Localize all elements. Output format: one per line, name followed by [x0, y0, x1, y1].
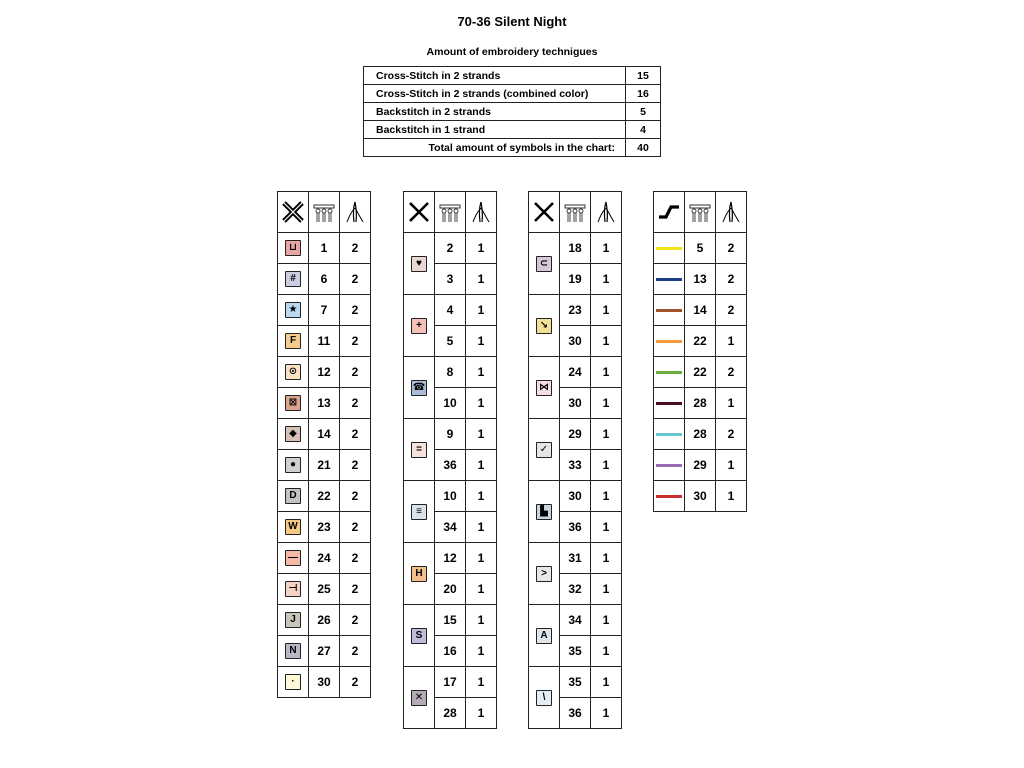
backstitch-line-cell: [654, 450, 685, 481]
strands-header: [340, 192, 371, 233]
floss-color-number: 5: [685, 233, 716, 264]
strand-count: 2: [340, 481, 371, 512]
strand-count: 1: [591, 698, 622, 729]
floss-color-number: 22: [309, 481, 340, 512]
floss-color-number: 23: [560, 295, 591, 326]
table-row: [404, 543, 497, 574]
strand-count: 1: [591, 326, 622, 357]
table-row: [654, 450, 747, 481]
table-row: [278, 264, 371, 295]
floss-color-number: 30: [560, 388, 591, 419]
floss-color-number: 11: [309, 326, 340, 357]
header-row: [529, 192, 622, 233]
symbol-cell: [404, 357, 435, 419]
symbol-cell: [529, 357, 560, 419]
table-row: [654, 326, 747, 357]
summary-label: Backstitch in 1 strand: [364, 121, 626, 139]
stitch-symbol-icon: ✕: [411, 690, 427, 706]
floss-color-number: 22: [685, 326, 716, 357]
table-row: [529, 419, 622, 450]
stitch-symbol-icon: ☎: [411, 380, 427, 396]
summary-total-value: 40: [626, 139, 661, 157]
symbol-cell: [529, 605, 560, 667]
table-row: [654, 388, 747, 419]
strand-count: 1: [591, 450, 622, 481]
summary-value: 4: [626, 121, 661, 139]
stitch-symbol-icon: N: [285, 643, 301, 659]
table-row: [404, 357, 497, 388]
backstitch-line-swatch: [656, 278, 682, 281]
stitch-symbol-icon: ⊠: [285, 395, 301, 411]
strand-count: 2: [340, 295, 371, 326]
symbol-cell: [404, 605, 435, 667]
table-row: [654, 264, 747, 295]
strand-count: 1: [591, 419, 622, 450]
symbol-cell: [529, 667, 560, 729]
floss-skein-icon: [312, 200, 336, 224]
summary-label: Cross-Stitch in 2 strands (combined color): [364, 85, 626, 103]
floss-color-number: 13: [685, 264, 716, 295]
table-row: [278, 388, 371, 419]
strands-header: [716, 192, 747, 233]
summary-row: [364, 103, 661, 121]
needle-icon: [594, 200, 618, 224]
symbol-cell: [404, 233, 435, 295]
floss-color-number: 24: [309, 543, 340, 574]
stitch-symbol-icon: H: [411, 566, 427, 582]
strand-count: 2: [340, 388, 371, 419]
floss-color-number: 35: [560, 636, 591, 667]
strands-header: [591, 192, 622, 233]
floss-color-number: 30: [560, 481, 591, 512]
strand-count: 1: [591, 512, 622, 543]
symbol-cell: [404, 667, 435, 729]
symbol-cell: [278, 543, 309, 574]
strand-count: 2: [340, 450, 371, 481]
floss-color-number: 24: [560, 357, 591, 388]
symbol-cell: [529, 543, 560, 605]
backstitch-line-swatch: [656, 371, 682, 374]
strand-count: 2: [340, 326, 371, 357]
cross-stitch-key-table: [277, 191, 371, 698]
table-row: [654, 233, 747, 264]
floss-color-number: 19: [560, 264, 591, 295]
strand-count: 2: [340, 574, 371, 605]
floss-color-number: 1: [309, 233, 340, 264]
summary-label: Backstitch in 2 strands: [364, 103, 626, 121]
table-row: [278, 667, 371, 698]
stitch-symbol-icon: ▙: [536, 504, 552, 520]
symbol-cell: [278, 667, 309, 698]
table-row: [278, 605, 371, 636]
symbol-cell: [529, 295, 560, 357]
strand-count: 2: [716, 233, 747, 264]
summary-total-label: Total amount of symbols in the chart:: [364, 139, 626, 157]
cross-stitch-icon: [532, 200, 556, 224]
header-row: [278, 192, 371, 233]
symbol-cell: [404, 295, 435, 357]
backstitch-line-cell: [654, 326, 685, 357]
floss-color-number: 36: [435, 450, 466, 481]
stitch-symbol-icon: J: [285, 612, 301, 628]
table-row: [404, 233, 497, 264]
backstitch-line-swatch: [656, 495, 682, 498]
strand-count: 1: [466, 357, 497, 388]
combined-color-key-table: [403, 191, 497, 729]
floss-color-number: 9: [435, 419, 466, 450]
strand-count: 1: [591, 233, 622, 264]
strand-count: 2: [340, 357, 371, 388]
symbol-cell: [278, 450, 309, 481]
floss-color-number: 26: [309, 605, 340, 636]
strand-count: 1: [466, 512, 497, 543]
floss-color-header: [560, 192, 591, 233]
table-row: [278, 481, 371, 512]
table-row: [278, 357, 371, 388]
backstitch-line-cell: [654, 481, 685, 512]
strand-count: 1: [591, 264, 622, 295]
symbol-cell: [278, 357, 309, 388]
stitch-symbol-icon: ⊔: [285, 240, 301, 256]
floss-color-number: 16: [435, 636, 466, 667]
strand-count: 1: [716, 481, 747, 512]
table-row: [278, 233, 371, 264]
floss-color-header: [435, 192, 466, 233]
cross-stitch-header: [529, 192, 560, 233]
strand-count: 2: [716, 295, 747, 326]
stitch-symbol-icon: ⊂: [536, 256, 552, 272]
floss-color-number: 2: [435, 233, 466, 264]
strand-count: 1: [466, 419, 497, 450]
floss-color-number: 22: [685, 357, 716, 388]
table-row: [404, 295, 497, 326]
strand-count: 1: [591, 636, 622, 667]
backstitch-line-cell: [654, 264, 685, 295]
stitch-symbol-icon: =: [411, 442, 427, 458]
strand-count: 1: [591, 605, 622, 636]
strand-count: 1: [466, 481, 497, 512]
floss-color-number: 30: [685, 481, 716, 512]
stitch-symbol-icon: W: [285, 519, 301, 535]
summary-row: [364, 67, 661, 85]
backstitch-line-swatch: [656, 309, 682, 312]
backstitch-line-swatch: [656, 464, 682, 467]
table-row: [654, 419, 747, 450]
symbol-cell: [278, 574, 309, 605]
floss-color-number: 10: [435, 388, 466, 419]
header-row: [654, 192, 747, 233]
floss-color-number: 6: [309, 264, 340, 295]
strand-count: 1: [591, 667, 622, 698]
stitch-symbol-icon: S: [411, 628, 427, 644]
strand-count: 1: [466, 543, 497, 574]
stitch-symbol-icon: ↘: [536, 318, 552, 334]
strand-count: 2: [340, 264, 371, 295]
symbol-cell: [278, 295, 309, 326]
summary-total-row: [364, 139, 661, 157]
floss-color-number: 8: [435, 357, 466, 388]
floss-color-number: 30: [309, 667, 340, 698]
cross-stitch-header: [404, 192, 435, 233]
strand-count: 1: [466, 295, 497, 326]
table-row: [278, 543, 371, 574]
summary-title: Amount of embroidery technigues: [426, 46, 598, 58]
floss-color-number: 21: [309, 450, 340, 481]
combined-color-key-table-2: [528, 191, 622, 729]
strand-count: 2: [340, 543, 371, 574]
floss-skein-icon: [688, 200, 712, 224]
stitch-symbol-icon: ⋈: [536, 380, 552, 396]
strand-count: 1: [591, 388, 622, 419]
floss-color-number: 12: [435, 543, 466, 574]
stitch-symbol-icon: ♥: [411, 256, 427, 272]
table-row: [654, 295, 747, 326]
needle-icon: [343, 200, 367, 224]
symbol-cell: [404, 419, 435, 481]
stitch-symbol-icon: ≡: [411, 504, 427, 520]
floss-color-number: 28: [435, 698, 466, 729]
floss-color-number: 14: [309, 419, 340, 450]
backstitch-header: [654, 192, 685, 233]
symbol-cell: [278, 636, 309, 667]
cross-stitch-icon: [281, 200, 305, 224]
floss-color-number: 33: [560, 450, 591, 481]
backstitch-line-cell: [654, 388, 685, 419]
backstitch-line-swatch: [656, 433, 682, 436]
table-row: [404, 667, 497, 698]
floss-color-number: 15: [435, 605, 466, 636]
floss-color-number: 34: [435, 512, 466, 543]
table-row: [529, 481, 622, 512]
stitch-symbol-icon: F: [285, 333, 301, 349]
stitch-symbol-icon: >: [536, 566, 552, 582]
symbol-cell: [278, 326, 309, 357]
table-row: [278, 636, 371, 667]
table-row: [278, 512, 371, 543]
strand-count: 1: [466, 667, 497, 698]
symbol-cell: [404, 543, 435, 605]
symbol-cell: [404, 481, 435, 543]
strand-count: 1: [466, 574, 497, 605]
table-row: [529, 543, 622, 574]
summary-row: [364, 85, 661, 103]
symbol-cell: [278, 605, 309, 636]
table-row: [278, 295, 371, 326]
floss-color-number: 13: [309, 388, 340, 419]
floss-color-number: 27: [309, 636, 340, 667]
backstitch-key-table: [653, 191, 747, 512]
stitch-symbol-icon: A: [536, 628, 552, 644]
strand-count: 1: [591, 357, 622, 388]
floss-color-number: 4: [435, 295, 466, 326]
strand-count: 1: [466, 636, 497, 667]
table-row: [404, 481, 497, 512]
floss-color-number: 7: [309, 295, 340, 326]
stitch-symbol-icon: ★: [285, 302, 301, 318]
summary-value: 5: [626, 103, 661, 121]
floss-color-number: 29: [560, 419, 591, 450]
symbol-cell: [529, 419, 560, 481]
backstitch-line-cell: [654, 419, 685, 450]
floss-color-number: 28: [685, 388, 716, 419]
cross-stitch-icon: [407, 200, 431, 224]
table-row: [529, 605, 622, 636]
summary-value: 16: [626, 85, 661, 103]
strand-count: 2: [716, 419, 747, 450]
header-row: [404, 192, 497, 233]
floss-color-header: [309, 192, 340, 233]
backstitch-line-cell: [654, 295, 685, 326]
stitch-symbol-icon: #: [285, 271, 301, 287]
floss-color-number: 18: [560, 233, 591, 264]
backstitch-icon: [657, 200, 681, 224]
table-row: [278, 450, 371, 481]
backstitch-line-cell: [654, 233, 685, 264]
table-row: [529, 667, 622, 698]
stitch-symbol-icon: +: [411, 318, 427, 334]
strand-count: 1: [716, 326, 747, 357]
strand-count: 1: [466, 326, 497, 357]
stitch-symbol-icon: \: [536, 690, 552, 706]
stitch-symbol-icon: D: [285, 488, 301, 504]
floss-color-number: 25: [309, 574, 340, 605]
floss-color-number: 36: [560, 512, 591, 543]
symbol-cell: [278, 419, 309, 450]
needle-icon: [719, 200, 743, 224]
floss-color-number: 34: [560, 605, 591, 636]
table-row: [654, 481, 747, 512]
backstitch-line-swatch: [656, 247, 682, 250]
floss-color-number: 23: [309, 512, 340, 543]
floss-color-header: [685, 192, 716, 233]
floss-color-number: 30: [560, 326, 591, 357]
stitch-symbol-icon: ⊙: [285, 364, 301, 380]
floss-color-number: 31: [560, 543, 591, 574]
symbol-cell: [278, 512, 309, 543]
symbol-cell: [529, 481, 560, 543]
floss-color-number: 3: [435, 264, 466, 295]
table-row: [278, 326, 371, 357]
table-row: [529, 295, 622, 326]
strand-count: 1: [591, 295, 622, 326]
table-row: [529, 233, 622, 264]
floss-color-number: 29: [685, 450, 716, 481]
strand-count: 1: [716, 388, 747, 419]
floss-color-number: 12: [309, 357, 340, 388]
floss-color-number: 10: [435, 481, 466, 512]
cross-stitch-header: [278, 192, 309, 233]
backstitch-line-swatch: [656, 402, 682, 405]
strand-count: 2: [340, 233, 371, 264]
stitch-symbol-icon: ·: [285, 674, 301, 690]
table-row: [404, 605, 497, 636]
floss-color-number: 28: [685, 419, 716, 450]
table-row: [278, 574, 371, 605]
floss-color-number: 17: [435, 667, 466, 698]
floss-color-number: 32: [560, 574, 591, 605]
floss-skein-icon: [438, 200, 462, 224]
floss-color-number: 35: [560, 667, 591, 698]
needle-icon: [469, 200, 493, 224]
floss-color-number: 5: [435, 326, 466, 357]
floss-color-number: 14: [685, 295, 716, 326]
backstitch-line-cell: [654, 357, 685, 388]
summary-value: 15: [626, 67, 661, 85]
strand-count: 1: [591, 543, 622, 574]
strand-count: 2: [716, 357, 747, 388]
strand-count: 1: [466, 233, 497, 264]
strand-count: 2: [340, 419, 371, 450]
table-row: [404, 419, 497, 450]
symbol-cell: [278, 388, 309, 419]
stitch-symbol-icon: ⊣: [285, 581, 301, 597]
strand-count: 2: [340, 512, 371, 543]
table-row: [654, 357, 747, 388]
floss-color-number: 20: [435, 574, 466, 605]
stitch-symbol-icon: ●: [285, 457, 301, 473]
strand-count: 2: [340, 667, 371, 698]
floss-skein-icon: [563, 200, 587, 224]
strand-count: 1: [716, 450, 747, 481]
floss-color-number: 36: [560, 698, 591, 729]
table-row: [529, 357, 622, 388]
stitch-symbol-icon: ✓: [536, 442, 552, 458]
stitch-symbol-icon: ◆: [285, 426, 301, 442]
strand-count: 1: [466, 264, 497, 295]
strand-count: 2: [340, 636, 371, 667]
symbol-cell: [278, 233, 309, 264]
strand-count: 1: [591, 481, 622, 512]
techniques-summary-table: [363, 66, 661, 157]
strand-count: 2: [340, 605, 371, 636]
symbol-cell: [278, 264, 309, 295]
strand-count: 1: [466, 605, 497, 636]
strand-count: 1: [466, 450, 497, 481]
stitch-symbol-icon: —: [285, 550, 301, 566]
strand-count: 1: [591, 574, 622, 605]
strand-count: 2: [716, 264, 747, 295]
page-title: 70-36 Silent Night: [457, 14, 567, 29]
strands-header: [466, 192, 497, 233]
table-row: [278, 419, 371, 450]
strand-count: 1: [466, 698, 497, 729]
symbol-cell: [278, 481, 309, 512]
backstitch-line-swatch: [656, 340, 682, 343]
symbol-cell: [529, 233, 560, 295]
summary-row: [364, 121, 661, 139]
strand-count: 1: [466, 388, 497, 419]
summary-label: Cross-Stitch in 2 strands: [364, 67, 626, 85]
